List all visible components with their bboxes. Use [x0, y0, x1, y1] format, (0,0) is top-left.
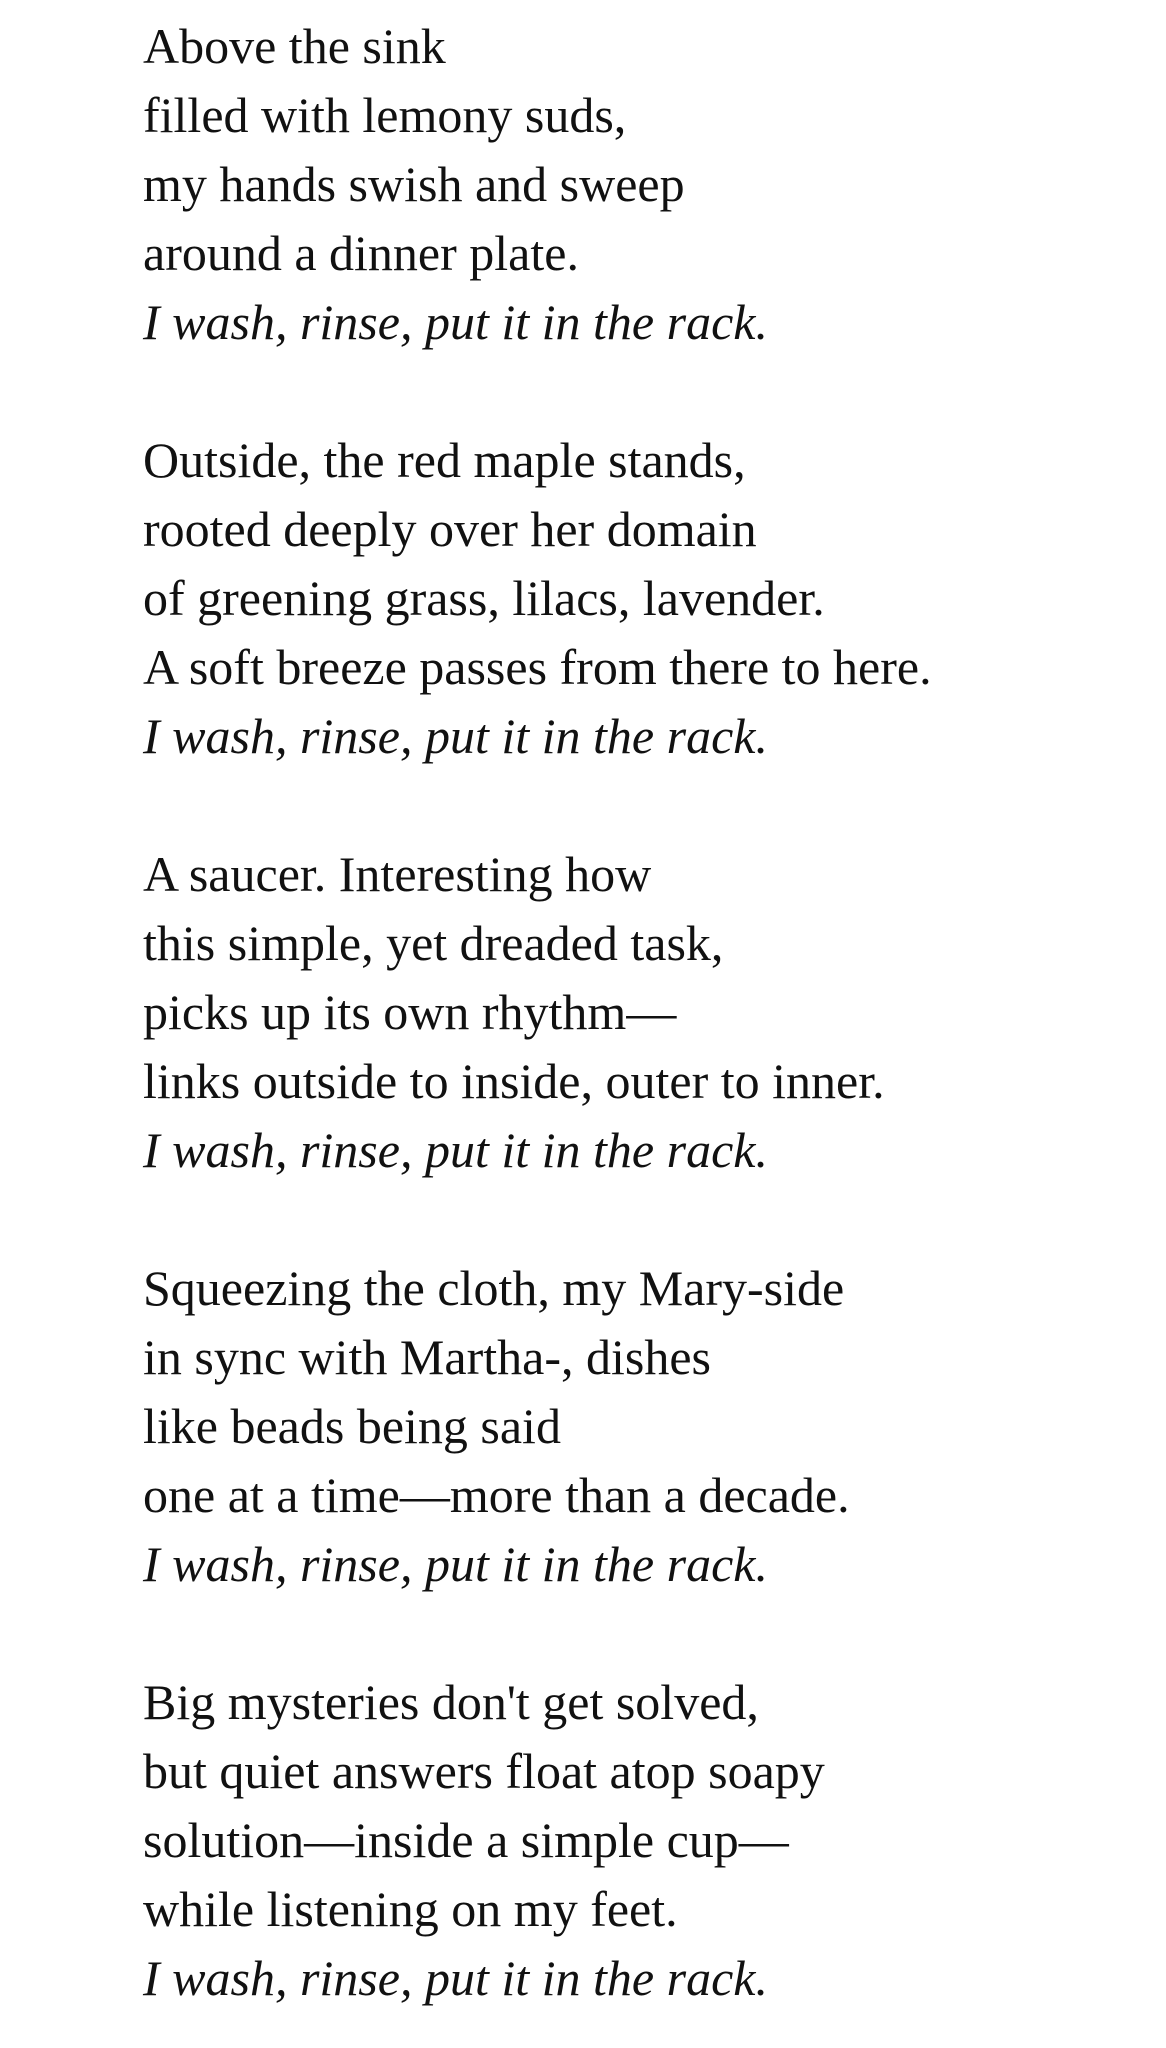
poem-line: like beads being said	[143, 1398, 561, 1454]
poem-line: of greening grass, lilacs, lavender.	[143, 570, 825, 626]
poem-line: links outside to inside, outer to inner.	[143, 1053, 885, 1109]
poem-line: rooted deeply over her domain	[143, 501, 757, 557]
poem-line: Above the sink	[143, 18, 446, 74]
poem-line: solution—inside a simple cup—	[143, 1812, 789, 1868]
stanza-5	[143, 1668, 1143, 2013]
refrain-line: I wash, rinse, put it in the rack.	[143, 1122, 768, 1178]
stanza-3	[143, 840, 1143, 1185]
poem-line: filled with lemony suds,	[143, 87, 627, 143]
poem-line: A soft breeze passes from there to here.	[143, 639, 932, 695]
stanza-1	[143, 12, 1143, 357]
refrain-line: I wash, rinse, put it in the rack.	[143, 708, 768, 764]
refrain-line: I wash, rinse, put it in the rack.	[143, 1950, 768, 2006]
poem-line: in sync with Martha-, dishes	[143, 1329, 711, 1385]
poem-line: A saucer. Interesting how	[143, 846, 652, 902]
poem-line: Big mysteries don't get solved,	[143, 1674, 759, 1730]
stanza-4	[143, 1254, 1143, 1599]
poem-line: this simple, yet dreaded task,	[143, 915, 724, 971]
poem-line: around a dinner plate.	[143, 225, 579, 281]
poem-line: while listening on my feet.	[143, 1881, 678, 1937]
poem-line: Outside, the red maple stands,	[143, 432, 746, 488]
poem-line: my hands swish and sweep	[143, 156, 685, 212]
refrain-line: I wash, rinse, put it in the rack.	[143, 1536, 768, 1592]
poem-line: picks up its own rhythm—	[143, 984, 677, 1040]
poem-line: but quiet answers float atop soapy	[143, 1743, 825, 1799]
poem	[143, 12, 1143, 2013]
refrain-line: I wash, rinse, put it in the rack.	[143, 294, 768, 350]
stanza-2	[143, 426, 1143, 771]
poem-line: one at a time—more than a decade.	[143, 1467, 850, 1523]
poem-line: Squeezing the cloth, my Mary-side	[143, 1260, 845, 1316]
